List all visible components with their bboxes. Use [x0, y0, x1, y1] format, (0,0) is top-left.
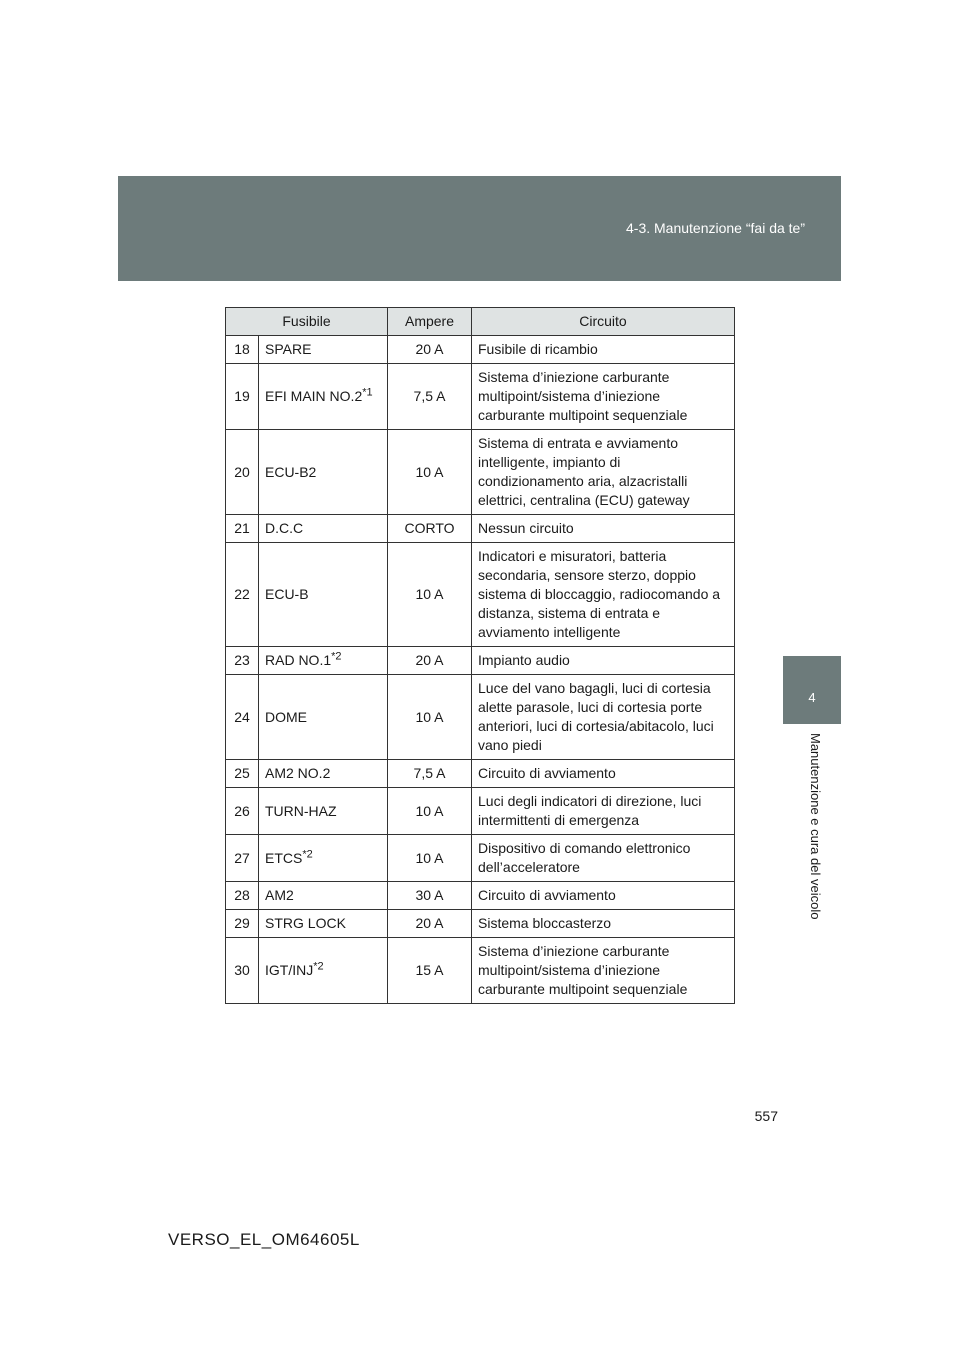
document-code: VERSO_EL_OM64605L — [168, 1230, 360, 1249]
fuse-name-text: EFI MAIN NO.2 — [265, 388, 363, 404]
fuse-ampere: 10 A — [388, 788, 472, 835]
fuse-ampere: 7,5 A — [388, 364, 472, 430]
chapter-label: Manutenzione e cura del veicolo — [808, 733, 823, 920]
fuse-number: 19 — [226, 364, 259, 430]
fuse-ampere: 7,5 A — [388, 760, 472, 788]
fuse-circuit: Sistema d’iniezione carburante multipoint/sistema d’iniezione carburante multipoint sequenziale — [472, 364, 735, 430]
fuse-number: 29 — [226, 910, 259, 938]
footnote-marker: *1 — [362, 386, 373, 399]
fuse-name — [259, 835, 388, 882]
fuse-name — [259, 938, 388, 1004]
fuse-circuit: Circuito di avviamento — [472, 882, 735, 910]
fuse-name — [259, 430, 388, 515]
table-row — [226, 647, 735, 675]
fuse-name-text: STRG LOCK — [265, 915, 346, 931]
fuse-ampere: 15 A — [388, 938, 472, 1004]
fuse-name — [259, 760, 388, 788]
fuse-name-text: ECU-B2 — [265, 463, 317, 480]
fuse-name-text: ECU-B — [265, 586, 309, 602]
fuse-name — [259, 882, 388, 910]
column-header-circuit: Circuito — [472, 308, 735, 336]
table-row — [226, 336, 735, 364]
fuse-name-text: AM2 — [265, 887, 294, 903]
fuse-number: 27 — [226, 835, 259, 882]
fuse-circuit: Sistema di entrata e avviamento intelligente, impianto di condizionamento aria, alzacristalli elettrici, centralina (ECU) gateway — [472, 430, 735, 515]
fuse-number: 26 — [226, 788, 259, 835]
fuse-ampere: 10 A — [388, 430, 472, 515]
chapter-tab — [783, 656, 841, 724]
fuse-name-text: AM2 NO.2 — [265, 765, 331, 781]
fuse-circuit: Nessun circuito — [472, 515, 735, 543]
fuse-ampere: 20 A — [388, 910, 472, 938]
fuse-number: 28 — [226, 882, 259, 910]
fuse-ampere: 10 A — [388, 543, 472, 647]
table-row — [226, 430, 735, 515]
fuse-name — [259, 910, 388, 938]
header-band — [118, 176, 841, 281]
fuse-name — [259, 543, 388, 647]
fuse-number: 21 — [226, 515, 259, 543]
table-row — [226, 515, 735, 543]
fuse-ampere: 20 A — [388, 647, 472, 675]
fuse-name — [259, 364, 388, 430]
fuse-circuit: Luce del vano bagagli, luci di cortesia alette parasole, luci di cortesia porte anteriori, luci di cortesia/abitacolo, luci vano piedi — [472, 675, 735, 760]
table-row — [226, 364, 735, 430]
fuse-name — [259, 336, 388, 364]
footnote-marker: *2 — [331, 650, 342, 663]
fuse-name-text: IGT/INJ — [265, 962, 314, 978]
table-body — [226, 336, 735, 1004]
table-header-row — [226, 308, 735, 336]
fuse-name — [259, 647, 388, 675]
fuse-circuit: Circuito di avviamento — [472, 760, 735, 788]
fuse-name-text: D.C.C — [265, 520, 304, 536]
fuse-circuit: Sistema d’iniezione carburante multipoint/sistema d’iniezione carburante multipoint sequenziale — [472, 938, 735, 1004]
fuse-circuit: Fusibile di ricambio — [472, 336, 735, 364]
fuse-name-text: RAD NO.1 — [265, 652, 332, 668]
fuse-number: 24 — [226, 675, 259, 760]
table-row — [226, 835, 735, 882]
fuse-ampere: 10 A — [388, 835, 472, 882]
chapter-number: 4 — [808, 690, 816, 705]
fuse-number: 22 — [226, 543, 259, 647]
fuse-circuit: Indicatori e misuratori, batteria secondaria, sensore sterzo, doppio sistema di bloccaggio, radiocomando a distanza, sistema di entrata e avviamento intelligente — [472, 543, 735, 647]
page-number: 557 — [754, 1108, 778, 1124]
fuse-circuit: Sistema bloccasterzo — [472, 910, 735, 938]
fuse-name-text: SPARE — [265, 341, 312, 357]
fuse-number: 23 — [226, 647, 259, 675]
table-row — [226, 788, 735, 835]
fuse-circuit: Luci degli indicatori di direzione, luci intermittenti di emergenza — [472, 788, 735, 835]
fuse-number: 18 — [226, 336, 259, 364]
table-row — [226, 675, 735, 760]
fuse-name — [259, 788, 388, 835]
footnote-marker: *2 — [302, 847, 313, 860]
fuse-circuit: Impianto audio — [472, 647, 735, 675]
table-row — [226, 910, 735, 938]
column-header-ampere: Ampere — [388, 308, 472, 336]
section-title: 4-3. Manutenzione “fai da te” — [626, 220, 805, 236]
column-header-fuse: Fusibile — [226, 308, 388, 336]
fuse-ampere: CORTO — [388, 515, 472, 543]
fuse-name-text: DOME — [265, 708, 307, 725]
fuse-number: 20 — [226, 430, 259, 515]
fuse-name-text: ETCS — [265, 849, 303, 866]
fuse-number: 25 — [226, 760, 259, 788]
fuse-table — [225, 307, 735, 1004]
table-row — [226, 938, 735, 1004]
table-row — [226, 760, 735, 788]
table-row — [226, 882, 735, 910]
fuse-circuit: Dispositivo di comando elettronico dell’acceleratore — [472, 835, 735, 882]
fuse-number: 30 — [226, 938, 259, 1004]
fuse-name — [259, 675, 388, 760]
footnote-marker: *2 — [313, 960, 324, 973]
fuse-ampere: 20 A — [388, 336, 472, 364]
fuse-name-text: TURN-HAZ — [265, 802, 337, 819]
fuse-name — [259, 515, 388, 543]
table-row — [226, 543, 735, 647]
fuse-ampere: 30 A — [388, 882, 472, 910]
fuse-ampere: 10 A — [388, 675, 472, 760]
